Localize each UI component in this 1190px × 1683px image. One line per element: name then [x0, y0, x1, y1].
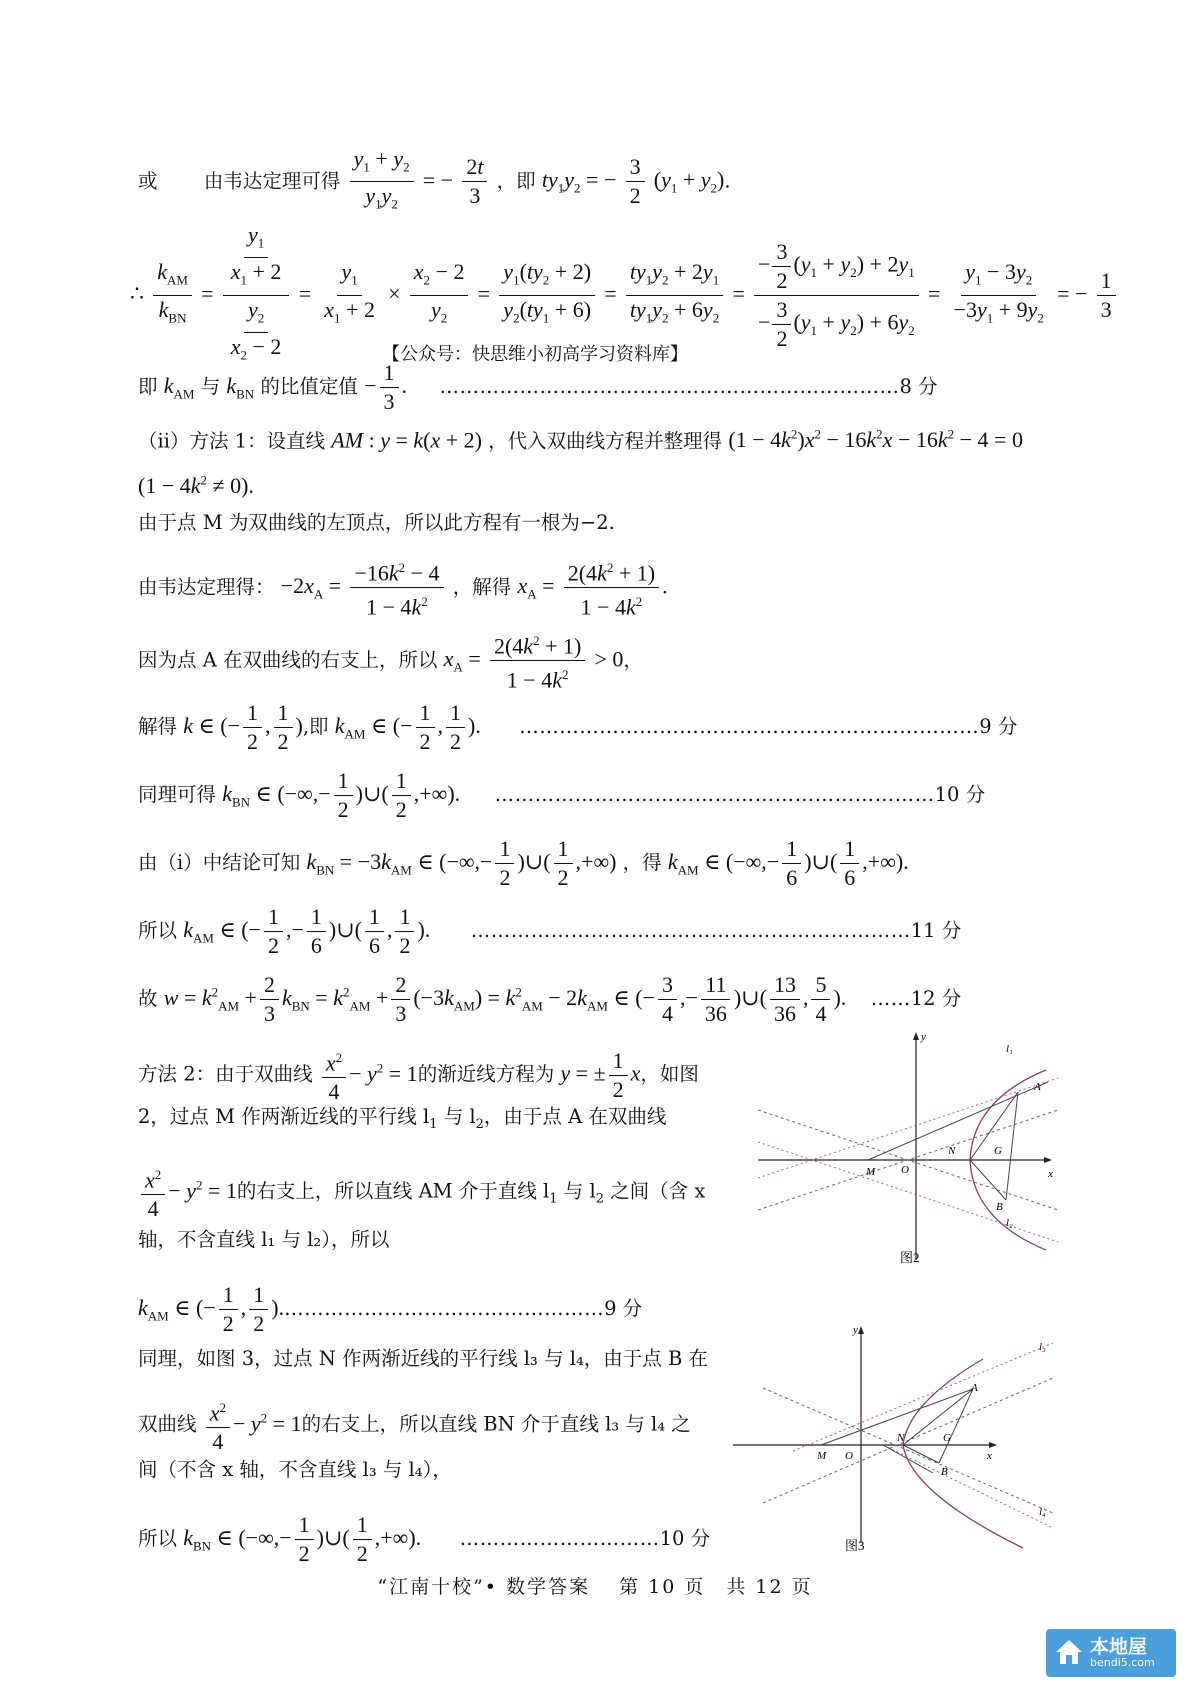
method2-line4: 轴，不含直线 l₁ 与 l₂），所以 [138, 1228, 390, 1251]
method2-line3: $\frac{x^2}{4}$ − $y^2 = 1$的右支上，所以直线 AM 介于直线 $l_1$ 与 $l_2$ 之间（含 x [138, 1162, 705, 1222]
text: 所以 [138, 1527, 178, 1550]
score-dots: ………………………………………… [284, 1297, 605, 1320]
score: 9 分 [604, 1297, 643, 1320]
fig2-label-M: M [866, 1166, 876, 1178]
formula-frac: $\frac{ty_1y_2 + 2y_1}{ty_1y_2 + 6y_2}$ [626, 259, 723, 331]
fig3-label-M: M [817, 1450, 827, 1462]
formula-frac: $\frac{3}{2}$ [626, 154, 645, 209]
ratio-constant-line: 即 $k_{AM}$ 与 $k_{BN}$ 的比值定值 − $\frac{1}{3}$ . ……………………………………………………………8 分 [138, 360, 938, 414]
watermark-title: 本地屋 [1090, 1636, 1148, 1658]
text: 因为点 A 在双曲线的右支上，所以 [138, 648, 438, 672]
house-icon [1054, 1637, 1084, 1667]
method2-line5: $k_{AM}$ ∈ (− $\frac{1}{2}$ , $\frac{1}{2}$ ).…………………………………………9 分 [138, 1282, 643, 1336]
fig2-label-G: G [994, 1145, 1002, 1157]
figure-2 [758, 1030, 1058, 1270]
fig3-label-N: N [897, 1432, 905, 1444]
formula-frac: $\frac{k_{AM}}{k_{BN}}$ [153, 259, 192, 331]
text: （ii）方法 1：设直线 [138, 429, 326, 453]
fig3-label-l3: l₃ [1039, 1341, 1046, 1353]
text: ,即 [302, 715, 329, 738]
score: 11 分 [910, 919, 962, 942]
fig3-label-A: A [971, 1382, 978, 1394]
site-watermark [1046, 1629, 1176, 1677]
formula-frac: $\frac{1}{3}$ [1097, 268, 1116, 323]
text: 即 [138, 375, 158, 398]
formula-frac: $\frac{2t}{3}$ [462, 154, 487, 209]
formula-frac: $\frac{2(4k^2 + 1)}{1 - 4k^2}$ [564, 555, 659, 621]
formula-frac: $\frac{y_1(ty_2 + 2)}{y_2(ty_1 + 6)}$ [499, 259, 595, 331]
fig3-label-y: y [853, 1324, 858, 1336]
text: 双曲线 [138, 1412, 197, 1436]
score-dots: …………………………………………………………… [519, 715, 980, 738]
text: 与 [200, 375, 221, 398]
text: 与 l [557, 1179, 596, 1203]
fig2-label-O: O [901, 1164, 909, 1176]
vieta-ratio-line: 或 由韦达定理可得 $\frac{y_1 + y_2}{y_1y_2}$ = − $\frac{2t}{3}$ ，即 $ty_1y_2$ = − $\frac{3}{2}$ $(y_1 + y_2)$. [138, 146, 731, 218]
fig2-caption: 图2 [900, 1250, 920, 1265]
formula-frac: $\frac{2(4k^2 + 1)}{1 - 4k^2}$ [490, 628, 585, 694]
fig3-label-G: G [943, 1432, 951, 1444]
text: ，解得 [452, 575, 512, 599]
text: 同理可得 [138, 783, 217, 806]
fig3-label-O: O [845, 1450, 853, 1462]
text: 2，过点 M 作两渐近线的平行线 l [138, 1105, 430, 1128]
fig2-label-A: A [1034, 1081, 1041, 1093]
score: 8 分 [899, 375, 938, 398]
fig2-label-l2: l₂ [1006, 1217, 1013, 1229]
method2b-line3: 间（不含 x 轴，不含直线 l₃ 与 l₄）， [138, 1458, 452, 1481]
method1-line: （ii）方法 1：设直线 AM : y = k(x + 2) ，代入双曲线方程并整理得 $(1 - 4k^2)x^2 - 16k^2x - 16k^2 - 4 = 0$ [138, 427, 1023, 453]
method2b-line1: 同理，如图 3，过点 N 作两渐近线的平行线 l₃ 与 l₄，由于点 B 在 [138, 1347, 708, 1370]
text: ，如图 [640, 1062, 699, 1086]
text: 的比值定值 [260, 375, 358, 398]
score-dots: ………………………………………………………… [494, 783, 935, 806]
formula-frac: $\frac{y_1 + y_2}{y_1y_2}$ [350, 146, 414, 218]
so-kam-line: 所以 $k_{AM}$ ∈ (− $\frac{1}{2}$ ,− $\frac{1}{6}$ )∪( $\frac{1}{6}$ , $\frac{1}{2}$ ). …………………………………………………………11 分 [138, 904, 962, 958]
text: 解得 [138, 715, 178, 738]
score-dots: …………………………………………………………… [439, 375, 900, 398]
score: 9 分 [979, 715, 1018, 738]
page-footer: “江南十校”• 数学答案 第 10 页 共 12 页 [377, 1576, 813, 1598]
formula-frac: $\frac{\frac{y_1}{x_1 + 2}}{\frac{y_2}{x_2 - 2}}$ [223, 222, 290, 369]
text: ，由于点 A 在双曲线 [483, 1105, 667, 1128]
fig3-caption: 图3 [845, 1538, 865, 1553]
fig3-label-l4: l₄ [1039, 1506, 1046, 1518]
score: 10 分 [934, 783, 986, 806]
fig3-label-x: x [987, 1450, 992, 1462]
fig2-label-N: N [948, 1145, 956, 1157]
text: ，代入双曲线方程并整理得 [488, 429, 723, 453]
text: 的右支上，所以直线 AM 介于直线 l [236, 1179, 550, 1203]
score-dots: ………………………… [459, 1527, 660, 1550]
text: 的渐近线方程为 [417, 1062, 555, 1086]
vieta-text: 由韦达定理可得 [203, 169, 341, 193]
method2-line1: 方法 2：由于双曲线 $\frac{x^2}{4}$ − $y^2 = 1$的渐近线方程为 y = ± $\frac{1}{2}$ x，如图 [138, 1045, 699, 1105]
fig3-label-B: B [941, 1466, 948, 1478]
therefore-symbol: ∴ [130, 280, 144, 306]
text: 之间（含 x [603, 1179, 706, 1203]
lead-word: 或 [138, 169, 158, 193]
comma-text: ，即 [496, 169, 536, 193]
score: 12 分 [910, 987, 962, 1010]
text: 所以 [138, 919, 178, 942]
fig2-label-l1: l₁ [1006, 1043, 1013, 1055]
fig2-label-B: B [996, 1201, 1003, 1213]
score-dots: ………………………………………………………… [470, 919, 911, 942]
text: 由（i）中结论可知 [138, 851, 301, 874]
text: 与 l [437, 1105, 476, 1128]
right-branch-line: 因为点 A 在双曲线的右支上，所以 $x_A$ = $\frac{2(4k^2 + 1)}{1 - 4k^2}$ > 0， [138, 628, 643, 694]
score-dots: …… [870, 987, 911, 1010]
slope-ratio-derivation: ∴ $\frac{k_{AM}}{k_{BN}}$ = $\frac{\frac{y_1}{x_1 + 2}}{\frac{y_2}{x_2 - 2}}$ = $\frac{y_1}{x_1 + 2}$ × $\frac{x_2 - 2}{y_2}$ = $\frac{y_1(ty_2 + 2)}{y_2(ty_1 + 6)}$ = $\frac{ty_1y_2 + 2y_1}{ty_1y_2 + 6y_2}$ = − $\frac{3}{2}$ $(y_1 + y_2) + 2y_1$ − $\frac{3}{2}$ $(y_1 + y_2) + 6y_2$ = $\frac{y_1 - 3y_2}{-3y_1 + 9y_2}$ = − $\frac{1}{3}$ [130, 222, 1119, 369]
method2-line2: 2，过点 M 作两渐近线的平行线 $l_1$ 与 $l_2$，由于点 A 在双曲线 [138, 1105, 667, 1132]
fig2-label-y: y [921, 1031, 926, 1043]
fig2-label-x: x [1048, 1168, 1053, 1180]
so-w-line: 故 $w = k^2_{AM}$ + $\frac{2}{3}$ $k_{BN} = k^2_{AM}$ + $\frac{2}{3}$ $(-3k_{AM}) = k^2_{AM} - 2k_{AM}$ ∈ (− $\frac{3}{4}$ ,− $\frac{11}{36}$ )∪( $\frac{13}{36}$ , $\frac{5}{4}$ ). ……12 分 [138, 972, 962, 1026]
text: 故 [138, 987, 158, 1010]
formula-frac: $\frac{y_1 - 3y_2}{-3y_1 + 9y_2}$ [953, 259, 1044, 326]
text: 由韦达定理得： [138, 575, 275, 599]
score: 10 分 [659, 1527, 711, 1550]
text: 方法 2：由于双曲线 [138, 1062, 313, 1086]
text: 的右支上，所以直线 BN 介于直线 l₃ 与 l₄ 之 [301, 1412, 691, 1436]
watermark-url: bendi5.com [1090, 1656, 1155, 1669]
formula-frac: $\frac{-16k^2 - 4}{1 - 4k^2}$ [350, 555, 443, 621]
same-bn-line: 同理可得 $k_{BN}$ ∈ (−∞,− $\frac{1}{2}$ )∪( $\frac{1}{2}$ ,+∞). …………………………………………………………10 分 [138, 768, 986, 822]
figure-3 [733, 1323, 1063, 1558]
from-i-line: 由（i）中结论可知 $k_{BN} = -3k_{AM}$ ∈ (−∞,− $\frac{1}{2}$ )∪( $\frac{1}{2}$ ,+∞) ，得 $k_{AM}$ ∈ (−∞,− $\frac{1}{6}$ )∪( $\frac{1}{6}$ ,+∞). [138, 836, 909, 890]
method2b-line2: 双曲线 $\frac{x^2}{4}$ − $y^2 = 1$的右支上，所以直线 BN 介于直线 l₃ 与 l₄ 之 [138, 1395, 691, 1455]
condition-line: $(1 - 4k^2 \ne 0)$. [138, 473, 254, 499]
text: ，得 [622, 851, 662, 874]
method2b-line4: 所以 $k_{BN}$ ∈ (−∞,− $\frac{1}{2}$ )∪( $\frac{1}{2}$ ,+∞). …………………………10 分 [138, 1512, 711, 1566]
formula-frac: − $\frac{3}{2}$ $(y_1 + y_2) + 2y_1$ − $\frac{3}{2}$ $(y_1 + y_2) + 6y_2$ [754, 239, 919, 352]
formula-frac: $\frac{x_2 - 2}{y_2}$ [410, 259, 469, 331]
promo-text: 【公众号：快思维小初高学习资料库】 [382, 344, 688, 365]
vieta-line: 由韦达定理得： $-2x_A$ = $\frac{-16k^2 - 4}{1 - 4k^2}$ ，解得 $x_A$ = $\frac{2(4k^2 + 1)}{1 - 4k^2}$ . [138, 555, 668, 621]
period: . [724, 169, 731, 193]
solve-k-line: 解得 k ∈ (− $\frac{1}{2}$ , $\frac{1}{2}$ ),即 $k_{AM}$ ∈ (− $\frac{1}{2}$ , $\frac{1}{2}$ ). ……………………………………………………………9 分 [138, 700, 1018, 754]
formula-frac: $\frac{y_1}{x_1 + 2}$ [324, 259, 375, 326]
vertex-line: 由于点 M 为双曲线的左顶点，所以此方程有一根为−2. [138, 511, 615, 534]
formula-frac: $\frac{1}{3}$ [380, 360, 399, 415]
